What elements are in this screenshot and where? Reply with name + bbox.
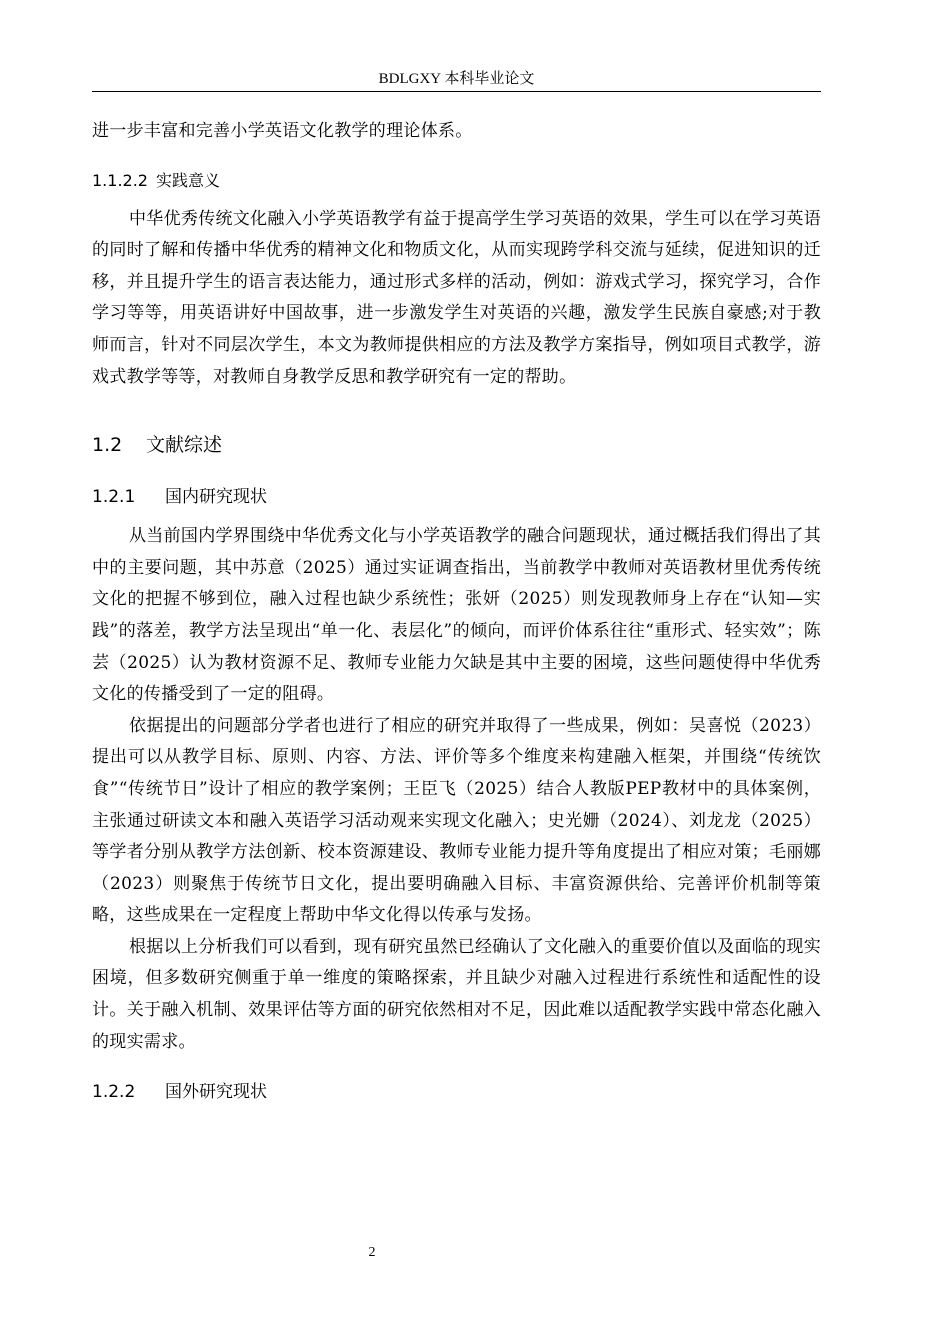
- domestic-research-paragraph-3: 根据以上分析我们可以看到，现有研究虽然已经确认了文化融入的重要价值以及面临的现实困境，但多数研究侧重于单一维度的策略探索，并且缺少对融入过程进行系统性和适配性的设计。关于融入机制、效果评估等方面的研究依然相对不足，因此难以适配教学实践中常态化融入的现实需求。: [92, 936, 821, 1052]
- heading-title: 实践意义: [155, 170, 220, 190]
- page-number: 2: [368, 1245, 376, 1260]
- heading-number: 1.2.2: [92, 1082, 136, 1103]
- header-rule: [92, 91, 821, 92]
- heading-title: 国外研究现状: [165, 1082, 267, 1103]
- heading-1-2-2: [92, 1078, 821, 1106]
- page-header: BDLGXY 本科毕业论文: [378, 71, 535, 87]
- page-content: [92, 116, 821, 1106]
- heading-title: 文献综述: [146, 434, 223, 457]
- heading-1-2: [92, 430, 821, 460]
- domestic-research-paragraph-2: 依据提出的问题部分学者也进行了相应的研究并取得了一些成果，例如：吴喜悦（2023）提出可以从教学目标、原则、内容、方法、评价等多个维度来构建融入框架，并围绕“传统饮食”“传统节日”设计了相应的教学案例；王臣飞（2025）结合人教版PEP教材中的具体案例，主张通过研读文本和融入英语学习活动观来实现文化融入；史光姗（2024）、刘龙龙（2025）等学者分别从教学方法创新、校本资源建设、教师专业能力提升等角度提出了相应对策；毛丽娜（2023）则聚焦于传统节日文化，提出要明确融入目标、丰富资源供给、完善评价机制等策略，这些成果在一定程度上帮助中华文化得以传承与发扬。: [92, 715, 821, 926]
- heading-number: 1.2.1: [92, 487, 136, 508]
- intro-tail-paragraph: 进一步丰富和完善小学英语文化教学的理论体系。: [92, 121, 473, 141]
- domestic-research-paragraph-1: 从当前国内学界围绕中华优秀文化与小学英语教学的融合问题现状，通过概括我们得出了其中的主要问题，其中苏意（2025）通过实证调查指出，当前教学中教师对英语教材里优秀传统文化的把握不够到位，融入过程也缺少系统性；张妍（2025）则发现教师身上存在“认知—实践”的落差，教学方法呈现出“单一化、表层化”的倾向，而评价体系往往“重形式、轻实效”；陈芸（2025）认为教材资源不足、教师专业能力欠缺是其中主要的困境，这些问题使得中华优秀文化的传播受到了一定的阻碍。: [92, 526, 821, 705]
- heading-1-2-1: [92, 483, 821, 511]
- heading-number: 1.2: [92, 434, 123, 457]
- heading-title: 国内研究现状: [165, 487, 267, 508]
- heading-number: 1.1.2.2: [92, 170, 148, 190]
- heading-1-1-2-2: [92, 167, 821, 195]
- practical-significance-paragraph: 中华优秀传统文化融入小学英语教学有益于提高学生学习英语的效果，学生可以在学习英语的同时了解和传播中华优秀的精神文化和物质文化，从而实现跨学科交流与延续，促进知识的迁移，并且提升学生的语言表达能力，通过形式多样的活动，例如：游戏式学习，探究学习，合作学习等等，用英语讲好中国故事，进一步激发学生对英语的兴趣，激发学生民族自豪感;对于教师而言，针对不同层次学生，本文为教师提供相应的方法及教学方案指导，例如项目式教学，游戏式教学等等，对教师自身教学反思和教学研究有一定的帮助。: [92, 208, 821, 387]
